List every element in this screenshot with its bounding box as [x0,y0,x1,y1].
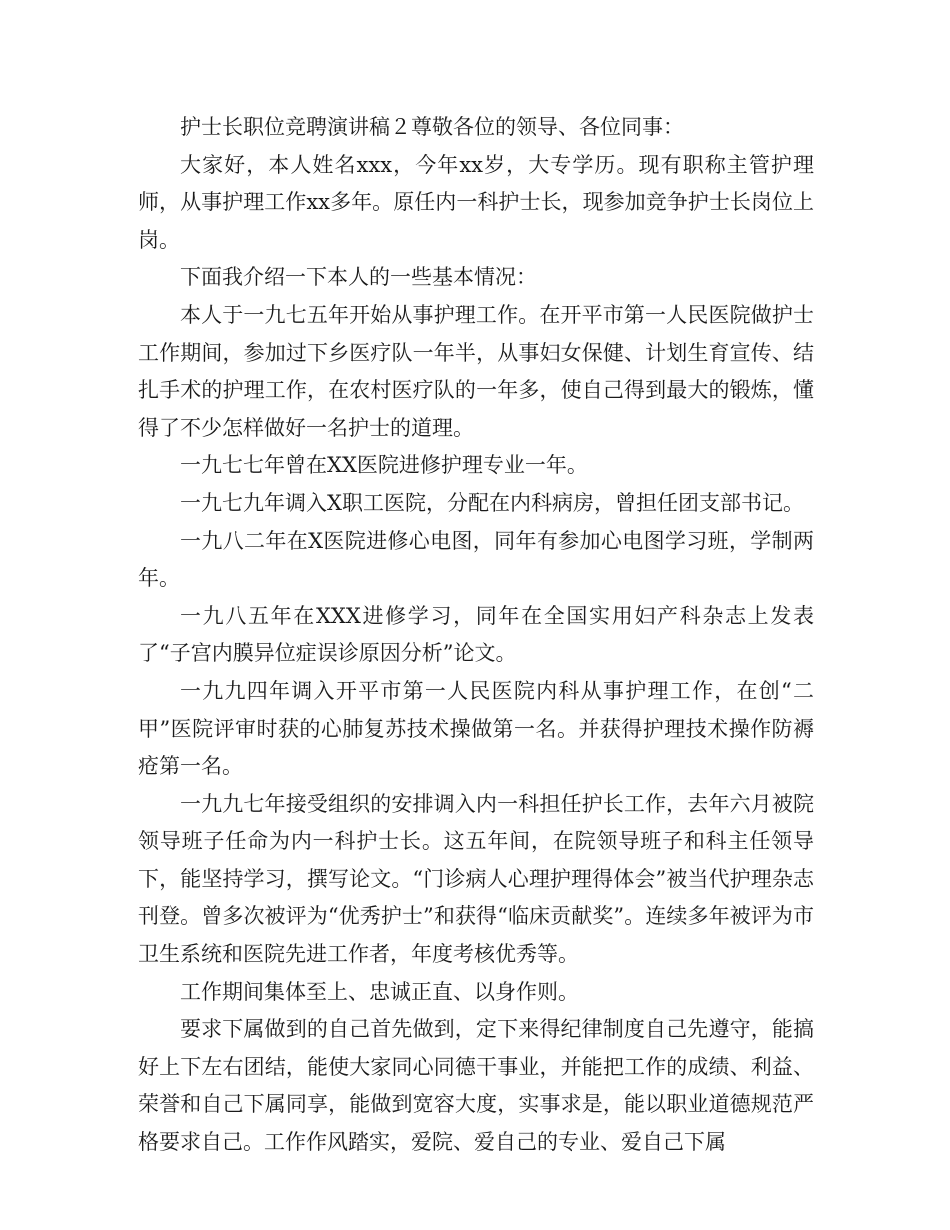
paragraph-career-start: 本人于一九七五年开始从事护理工作。在开平市第一人民医院做护士工作期间，参加过下乡医疗队一年半，从事妇女保健、计划生育宣传、结扎手术的护理工作，在农村医疗队的一年多，使自己得到最大的锻炼，懂得了不少怎样做好一名护士的道理。 [138,302,814,440]
paragraph-self-introduction: 大家好，本人姓名xxx，今年xx岁，大专学历。现有职称主管护理师，从事护理工作xx多年。原任内一科护士长，现参加竞争护士长岗位上岗。 [138,152,814,252]
paragraph-self-requirements: 要求下属做到的自己首先做到，定下来得纪律制度自己先遵守，能搞好上下左右团结，能使大家同心同德干事业，并能把工作的成绩、利益、荣誉和自己下属同享，能做到宽容大度，实事求是，能以职业道德规范严格要求自己。工作作风踏实，爱院、爱自己的专业、爱自己下属 [138,1017,814,1155]
document-body [138,109,814,1162]
paragraph-1982: 一九八二年在X医院进修心电图，同年有参加心电图学习班，学制两年。 [138,528,814,591]
paragraph-1979: 一九七九年调入X职工医院，分配在内科病房，曾担任团支部书记。 [180,490,804,515]
paragraph-basic-info-intro: 下面我介绍一下本人的一些基本情况： [180,265,537,290]
paragraph-title-greeting: 护士长职位竞聘演讲稿２尊敬各位的领导、各位同事： [180,115,684,139]
paragraph-1997: 一九九七年接受组织的安排调入内一科担任护长工作，去年六月被院领导班子任命为内一科护士长。这五年间，在院领导班子和科主任领导下，能坚持学习，撰写论文。“门诊病人心理护理得体会”被当代护理杂志刊登。曾多次被评为“优秀护士”和获得“临床贡献奖”。连续多年被评为市卫生系统和医院先进工作者，年度考核优秀等。 [138,791,814,967]
paragraph-work-attitude: 工作期间集体至上、忠诚正直、以身作则。 [180,979,579,1004]
paragraph-1985: 一九八五年在XXX进修学习，同年在全国实用妇产科杂志上发表了“子宫内膜异位症误诊原因分析”论文。 [138,603,814,666]
paragraph-1994: 一九九四年调入开平市第一人民医院内科从事护理工作，在创“二甲”医院评审时获的心肺复苏技术操做第一名。并获得护理技术操作防褥疮第一名。 [138,678,814,779]
paragraph-1977: 一九七七年曾在XX医院进修护理专业一年。 [180,453,588,478]
